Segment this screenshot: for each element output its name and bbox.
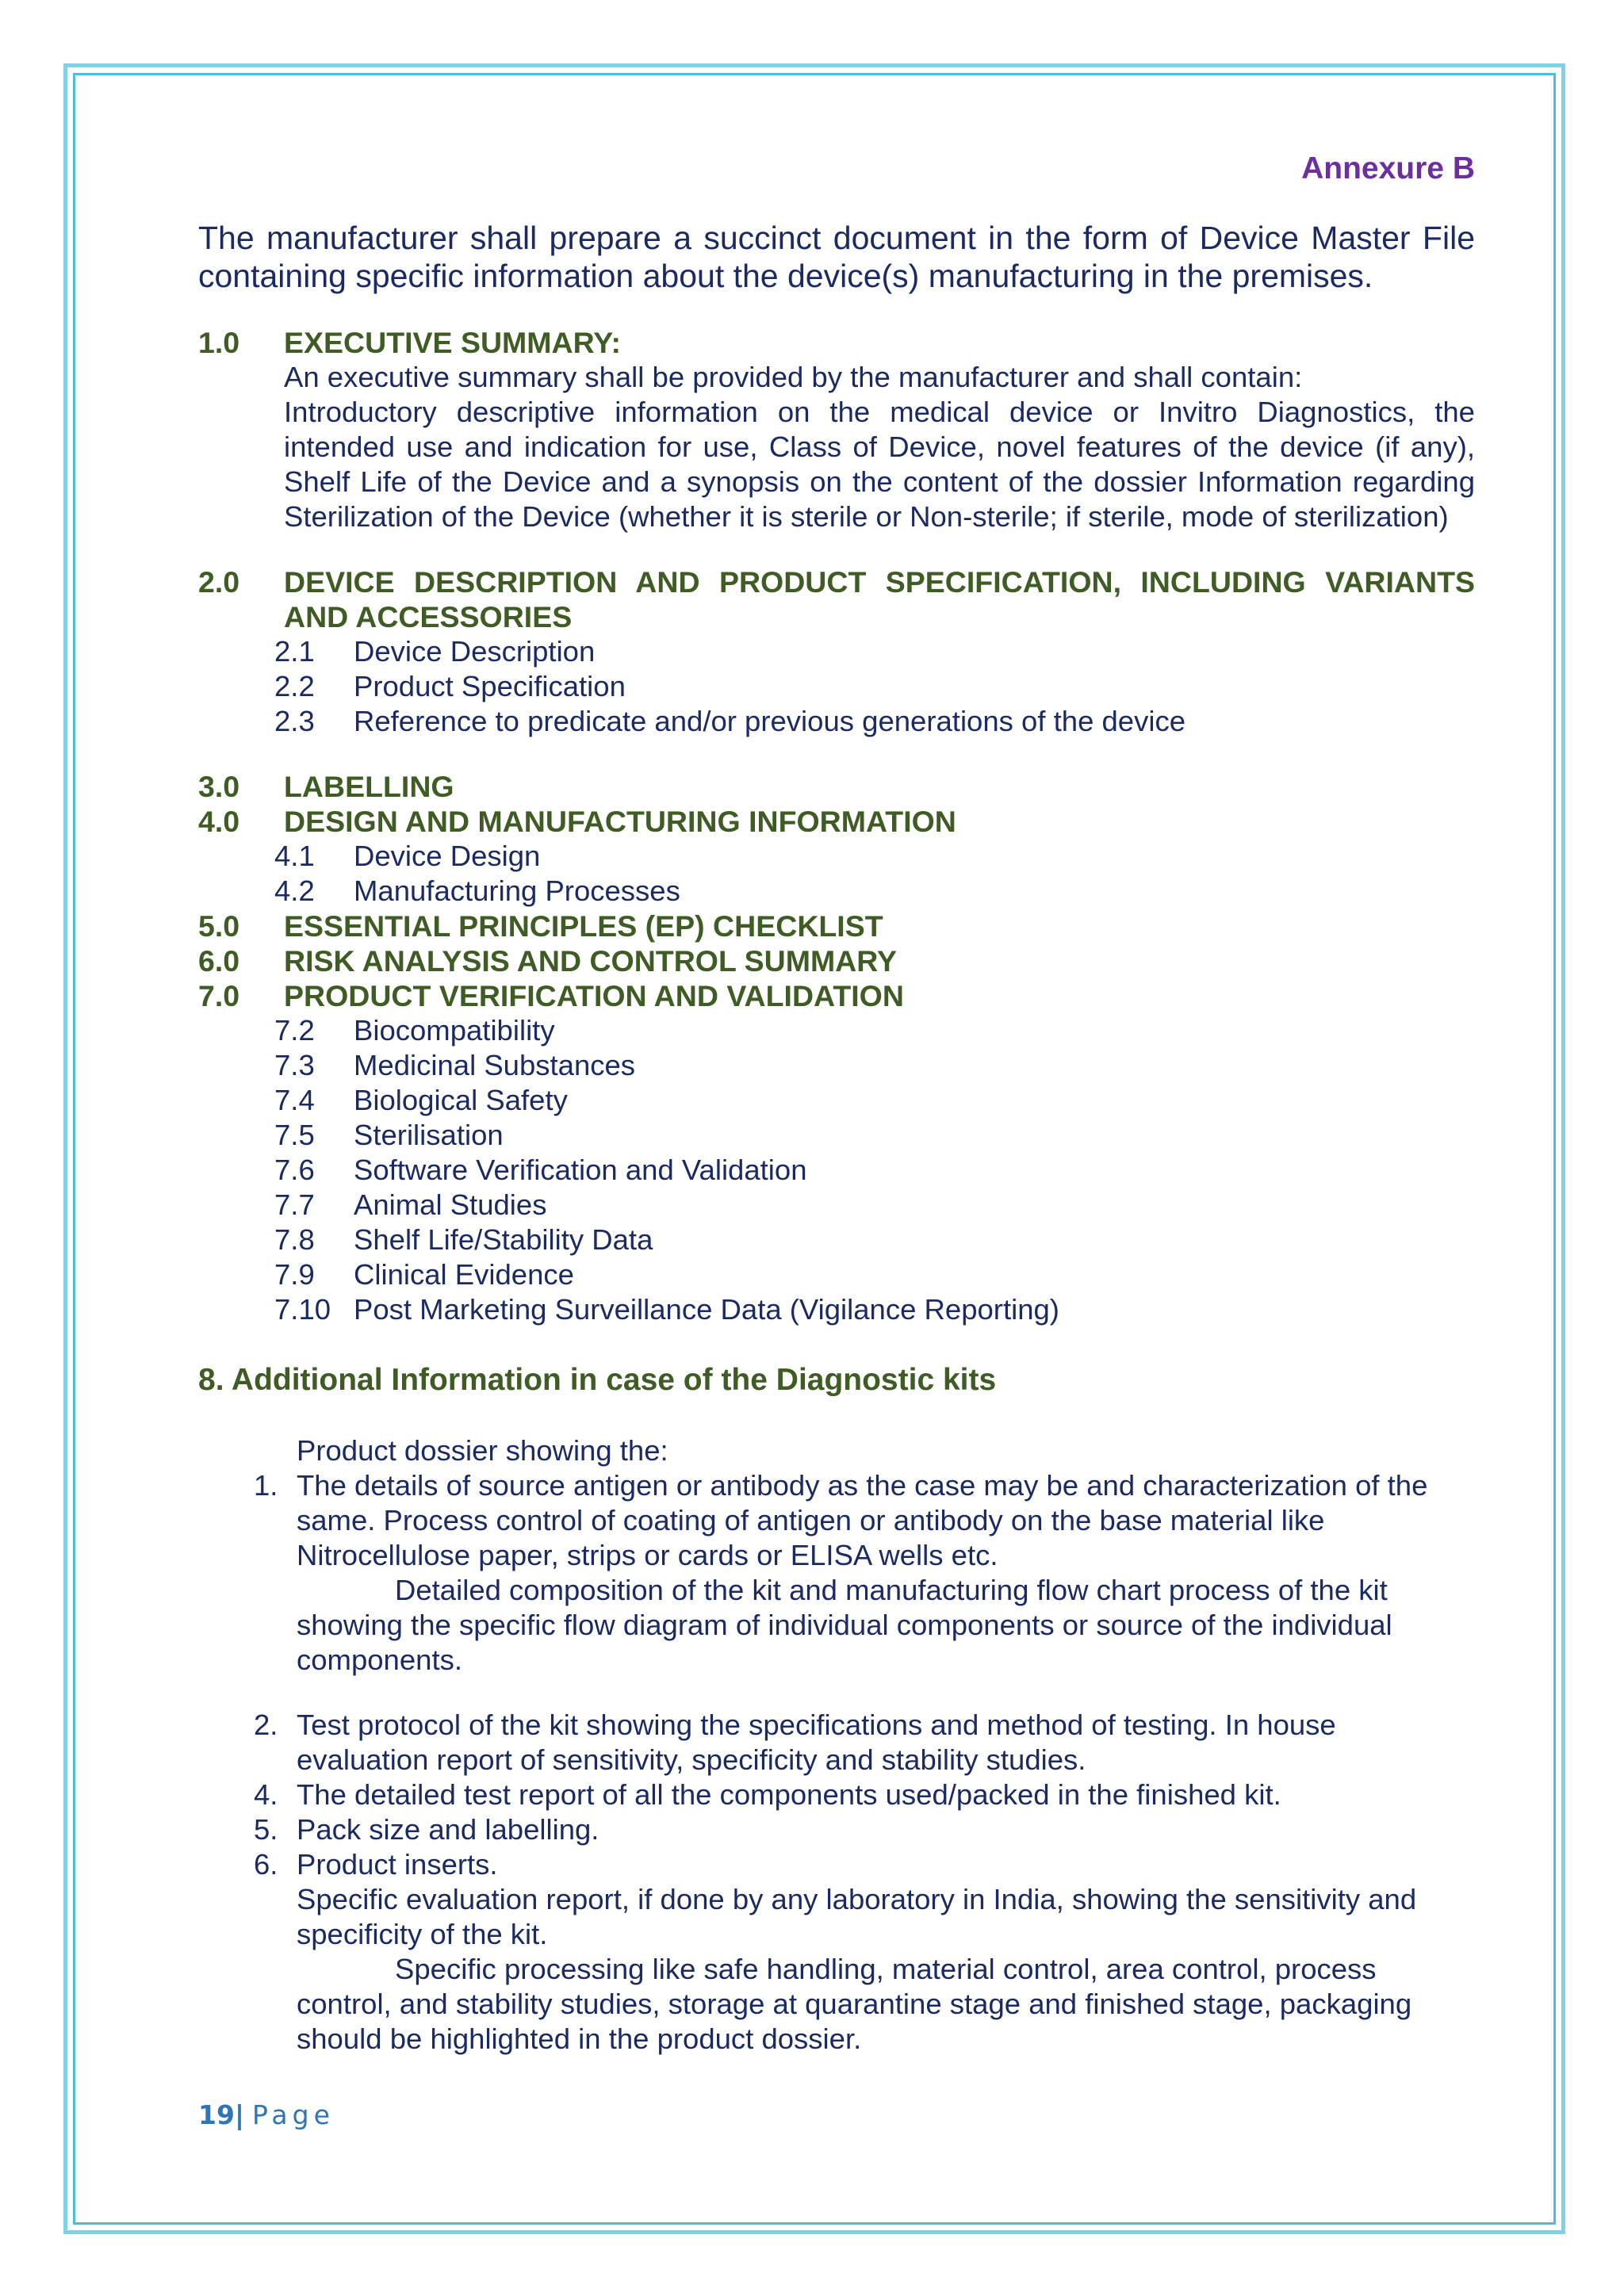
item-text: Manufacturing Processes xyxy=(354,874,680,907)
item-text: Shelf Life/Stability Data xyxy=(354,1223,653,1256)
item-continuation xyxy=(297,1573,1475,1678)
section-6-heading xyxy=(198,943,1475,978)
section-8-lead: Product dossier showing the: xyxy=(297,1434,668,1467)
item-text: Sterilisation xyxy=(354,1119,504,1151)
item-text: Medicinal Substances xyxy=(354,1049,636,1081)
item-number: 7.8 xyxy=(274,1223,315,1256)
item-text: The detailed test report of all the components used/packed in the finished kit. xyxy=(297,1778,1281,1811)
document-page xyxy=(198,151,1475,2057)
section-number: 5.0 xyxy=(198,909,240,943)
evaluation-paragraph: Specific evaluation report, if done by any laboratory in India, showing the sensitivity and specificity of the kit. xyxy=(297,1883,1417,1950)
list-item xyxy=(274,1118,1475,1153)
list-item xyxy=(254,1847,1475,1882)
section-title: DESIGN AND MANUFACTURING INFORMATION xyxy=(284,805,956,838)
item-text: Product inserts. xyxy=(297,1848,498,1881)
section-1-paragraph: Introductory descriptive information on the medical device or Invitro Diagnostics, the intended use and indication for use, Class of Device, novel features of the device (if any), Shelf Life of the Device and a synopsis on the content of the dossier Information regarding Sterilization of the Device (whether it is sterile or Non-sterile; if sterile, mode of sterilization) xyxy=(284,396,1475,533)
item-number: 7.5 xyxy=(274,1119,315,1151)
section-5-heading xyxy=(198,909,1475,943)
section-number: 3.0 xyxy=(198,770,240,803)
section-7-heading xyxy=(198,978,1475,1013)
item-text: Reference to predicate and/or previous generations of the device xyxy=(354,705,1186,737)
list-item xyxy=(274,1013,1475,1048)
list-item xyxy=(274,1223,1475,1257)
processing-paragraph xyxy=(297,1952,1475,2057)
list-item xyxy=(254,1777,1475,1812)
list-item xyxy=(274,1153,1475,1188)
item-text: The details of source antigen or antibody as the case may be and characterization of the same. Process control of coating of antigen or antibody on the base material like Nitrocellulose paper, strips or cards or ELISA wells etc. xyxy=(297,1469,1428,1571)
item-number: 7.10 xyxy=(274,1293,331,1326)
section-title: DEVICE DESCRIPTION AND PRODUCT SPECIFICATION, INCLUDING VARIANTS AND ACCESSORIES xyxy=(284,565,1475,633)
item-number: 1. xyxy=(254,1469,278,1502)
item-text: Software Verification and Validation xyxy=(354,1154,807,1186)
list-item xyxy=(274,1048,1475,1083)
item-number: 7.6 xyxy=(274,1154,315,1186)
item-continuation-text: Detailed composition of the kit and manufacturing flow chart process of the kit showing the specific flow diagram of individual components or source of the individual components. xyxy=(297,1574,1392,1676)
section-number: 1.0 xyxy=(198,326,240,359)
item-number: 7.4 xyxy=(274,1084,315,1116)
item-text: Test protocol of the kit showing the specifications and method of testing. In house evaluation report of sensitivity, specificity and stability studies. xyxy=(297,1709,1336,1776)
section-title: EXECUTIVE SUMMARY: xyxy=(284,326,622,359)
item-number: 7.3 xyxy=(274,1049,315,1081)
list-item xyxy=(274,704,1475,739)
page-footer xyxy=(198,2099,335,2130)
item-number: 7.9 xyxy=(274,1258,315,1291)
item-number: 4.2 xyxy=(274,874,315,907)
section-2-heading xyxy=(198,564,1475,634)
item-number: 2.1 xyxy=(274,635,315,668)
section-title: LABELLING xyxy=(284,770,454,803)
item-number: 6. xyxy=(254,1848,278,1881)
item-number: 4. xyxy=(254,1778,278,1811)
item-text: Biocompatibility xyxy=(354,1014,555,1047)
list-item xyxy=(274,874,1475,909)
section-4-heading xyxy=(198,804,1475,839)
section-number: 7.0 xyxy=(198,979,240,1012)
footer-separator: | xyxy=(234,2099,244,2130)
item-number: 2. xyxy=(254,1709,278,1741)
section-8-heading: 8. Additional Information in case of the Diagnostic kits xyxy=(198,1363,997,1397)
list-item xyxy=(274,1083,1475,1118)
item-text: Pack size and labelling. xyxy=(297,1813,599,1846)
list-item xyxy=(274,669,1475,704)
item-text: Product Specification xyxy=(354,670,626,702)
list-item xyxy=(274,1257,1475,1292)
section-number: 4.0 xyxy=(198,805,240,838)
item-text: Post Marketing Surveillance Data (Vigilance Reporting) xyxy=(354,1293,1059,1326)
section-3-heading xyxy=(198,769,1475,804)
section-number: 6.0 xyxy=(198,944,240,978)
item-text: Clinical Evidence xyxy=(354,1258,574,1291)
item-number: 4.1 xyxy=(274,840,315,872)
item-text: Animal Studies xyxy=(354,1188,547,1221)
annexure-label: Annexure B xyxy=(1301,151,1475,186)
list-item xyxy=(274,634,1475,669)
page-number: 19 xyxy=(198,2099,235,2130)
section-title: PRODUCT VERIFICATION AND VALIDATION xyxy=(284,979,904,1012)
section-title: RISK ANALYSIS AND CONTROL SUMMARY xyxy=(284,944,897,978)
page-word: Page xyxy=(252,2099,335,2130)
section-title: ESSENTIAL PRINCIPLES (EP) CHECKLIST xyxy=(284,909,883,943)
section-number: 2.0 xyxy=(198,565,240,599)
processing-text: Specific processing like safe handling, material control, area control, process control, and stability studies, storage at quarantine stage and finished stage, packaging should be highlighted in the product dossier. xyxy=(297,1953,1412,2055)
item-number: 5. xyxy=(254,1813,278,1846)
item-number: 2.2 xyxy=(274,670,315,702)
list-item xyxy=(274,1188,1475,1223)
list-item xyxy=(254,1708,1475,1777)
item-number: 7.2 xyxy=(274,1014,315,1047)
section-1-line: An executive summary shall be provided by the manufacturer and shall contain: xyxy=(284,361,1303,393)
item-number: 2.3 xyxy=(274,705,315,737)
item-text: Device Design xyxy=(354,840,541,872)
list-item xyxy=(274,839,1475,874)
intro-paragraph: The manufacturer shall prepare a succinct document in the form of Device Master File containing specific information about the device(s) manufacturing in the premises. xyxy=(198,220,1475,294)
item-number: 7.7 xyxy=(274,1188,315,1221)
item-text: Biological Safety xyxy=(354,1084,568,1116)
list-item xyxy=(254,1812,1475,1847)
section-1-heading xyxy=(198,325,1475,360)
item-text: Device Description xyxy=(354,635,596,668)
list-item xyxy=(254,1468,1475,1573)
list-item xyxy=(274,1292,1475,1327)
